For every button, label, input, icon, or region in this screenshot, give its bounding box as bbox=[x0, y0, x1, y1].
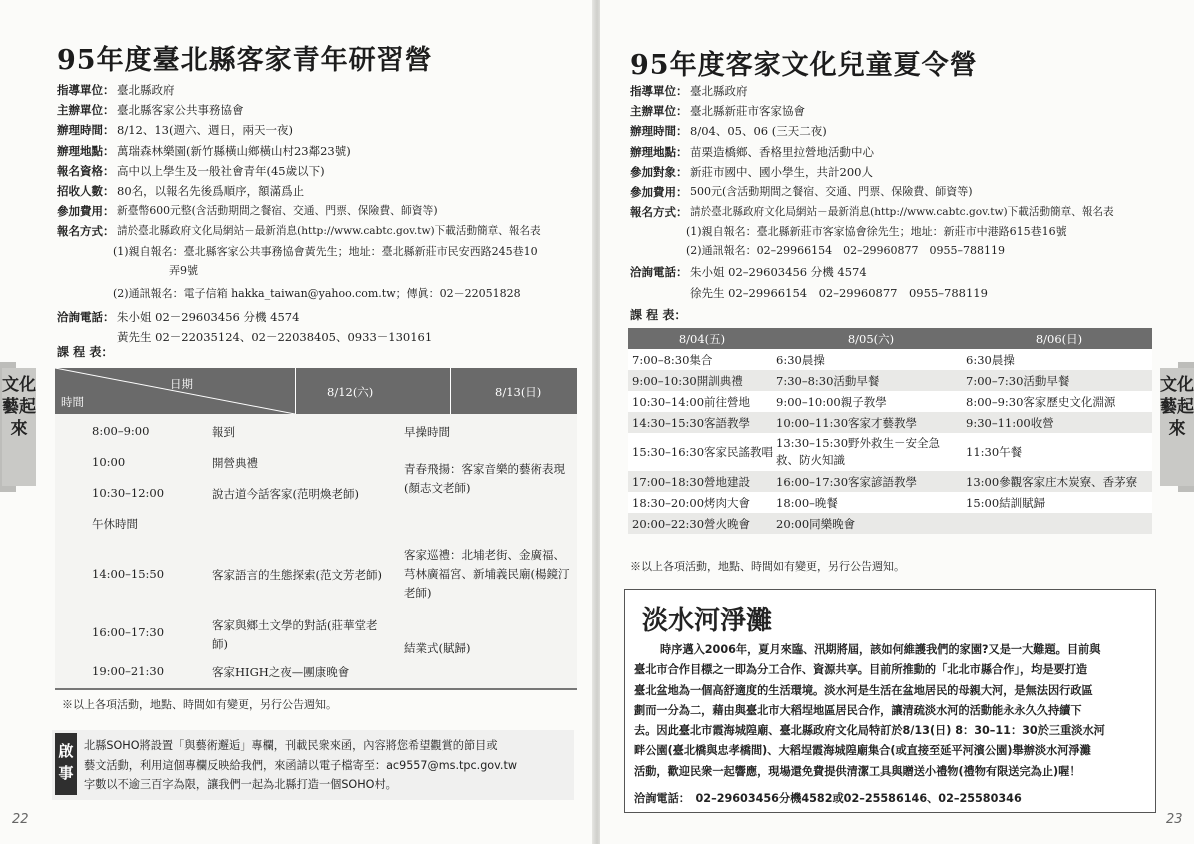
table-row bbox=[628, 391, 1152, 412]
cell: 14:30–15:30客語教學 bbox=[632, 415, 751, 430]
reg-method-1: (1)親自報名：臺北縣客家公共事務協會黃先生；地址：臺北縣新莊市民安西路245巷10 bbox=[113, 244, 538, 258]
schedule-table bbox=[628, 328, 1152, 534]
info-key: 辦理地點： bbox=[630, 144, 688, 159]
time-cell: 16:00–17:30 bbox=[92, 625, 165, 639]
day2-cell: 客家巡禮：北埔老街、金廣福、芎林廣福宮、新埔義民廟(楊鏡汀老師) bbox=[404, 548, 570, 600]
info-row bbox=[57, 181, 577, 201]
cell: 18:00–晚餐 bbox=[776, 495, 838, 510]
schedule-label: 課 程 表： bbox=[57, 345, 114, 359]
info-key: 報名資格： bbox=[57, 163, 115, 178]
day1-cell: 客家與鄉土文學的對話(莊華堂老師) bbox=[212, 618, 378, 651]
time-cell: 14:00–15:50 bbox=[92, 567, 165, 581]
info-value: 新莊市國中、國小學生，共計200人 bbox=[690, 164, 873, 179]
table-row bbox=[628, 412, 1152, 433]
info-value: 萬瑞森林樂園(新竹縣橫山鄉橫山村23鄰23號) bbox=[117, 143, 351, 158]
reg-method-1-cont: 弄9號 bbox=[169, 263, 198, 277]
info-key: 辦理時間： bbox=[630, 124, 688, 139]
schedule-header bbox=[55, 368, 577, 414]
contact-2: 黃先生 02－22035124、02－22038405、0933－130161 bbox=[117, 329, 433, 344]
info-row bbox=[630, 162, 1160, 182]
left-page-title: 95年度臺北縣客家青年研習營 bbox=[57, 45, 433, 76]
info-key: 報名方式： bbox=[630, 205, 688, 220]
contact-row bbox=[630, 283, 1160, 303]
info-value: 臺北縣客家公共事務協會 bbox=[117, 103, 244, 118]
info-key: 參加費用： bbox=[57, 204, 115, 219]
cleanup-line: 去。因此臺北市霞海城隍廟、臺北縣政府文化局特訂於8/13(日) 8：30–11：30於三重淡水河 bbox=[634, 724, 1105, 738]
contact-key: 洽詢電話： bbox=[630, 265, 688, 280]
time-cell: 19:00–21:30 bbox=[92, 664, 165, 678]
notice-tag: 啟事 bbox=[55, 733, 77, 795]
cell: 15:30–16:30客家民謠教唱 bbox=[632, 444, 774, 459]
cell: 6:30晨操 bbox=[776, 352, 825, 367]
cell: 13:00參觀客家庄木炭寮、香茅寮 bbox=[966, 474, 1138, 489]
info-value: 臺北縣政府 bbox=[117, 83, 175, 97]
info-key: 參加費用： bbox=[630, 185, 688, 200]
right-page bbox=[600, 0, 1194, 844]
header-date: 日期 bbox=[170, 377, 193, 391]
notice-line: 字數以不逾三百字為限，讓我們一起為北縣打造一個SOHO村。 bbox=[84, 778, 397, 791]
cell: 18:30–20:00烤肉大會 bbox=[632, 495, 751, 510]
info-row bbox=[57, 120, 577, 140]
schedule-note: ※以上各項活動，地點、時間如有變更，另行公告週知。 bbox=[630, 560, 905, 573]
info-value: 請於臺北縣政府文化局網站－最新消息(http://www.cabtc.gov.tw)下載活動簡章、報名表 bbox=[690, 206, 1114, 219]
info-row bbox=[630, 121, 1160, 141]
side-tab-label: 文化藝起來 bbox=[2, 368, 36, 486]
contact-row bbox=[57, 307, 577, 327]
cell: 20:00–22:30營火晚會 bbox=[632, 516, 751, 531]
cleanup-line: 臺北市合作目標之一即為分工合作、資源共享。目前所推動的「北北市縣合作」，均是要打造 bbox=[634, 663, 1088, 677]
left-info-list bbox=[57, 80, 577, 347]
info-key: 招收人數： bbox=[57, 184, 115, 199]
header-day3: 8/06(日) bbox=[1035, 331, 1083, 346]
info-value: 請於臺北縣政府文化局網站－最新消息(http://www.cabtc.gov.tw)下載活動簡章、報名表 bbox=[117, 225, 541, 238]
contact-row bbox=[57, 327, 577, 347]
cell: 15:00結訓賦歸 bbox=[966, 495, 1046, 510]
cell: 10:00–11:30客家才藝教學 bbox=[776, 415, 918, 430]
day1-cell: 客家HIGH之夜—團康晚會 bbox=[212, 665, 350, 679]
info-row bbox=[630, 202, 1160, 222]
info-value: 8/04、05、06 (三天二夜) bbox=[690, 124, 827, 139]
reg-method-1: (1)親自報名：臺北縣新莊市客家協會徐先生；地址：新莊市中港路615巷16號 bbox=[686, 225, 1067, 239]
header-day2: 8/13(日) bbox=[495, 385, 542, 399]
info-value: 8/12、13(週六、週日，兩天一夜) bbox=[117, 123, 293, 138]
info-key: 指導單位： bbox=[57, 83, 115, 97]
day2-cell: 結業式(賦歸) bbox=[404, 641, 471, 655]
info-value: 新臺幣600元整(含活動期間之餐宿、交通、門票、保險費、師資等) bbox=[117, 204, 438, 218]
info-key: 主辦單位： bbox=[630, 104, 688, 119]
cell: 9:00–10:30開訓典禮 bbox=[632, 373, 743, 388]
table-row bbox=[628, 513, 1152, 534]
page-number: 23 bbox=[1166, 812, 1183, 827]
reg-method-2: (2)通訊報名：電子信箱 hakka_taiwan@yahoo.com.tw；傳眞：02－22051828 bbox=[113, 286, 521, 300]
side-tab-label: 文化藝起來 bbox=[1160, 368, 1194, 486]
right-info-list bbox=[630, 81, 1160, 303]
cell: 13:30–15:30野外救生－安全急救、防火知識 bbox=[776, 436, 941, 467]
info-row bbox=[630, 81, 1160, 101]
cell bbox=[966, 513, 1152, 534]
left-page bbox=[0, 0, 594, 844]
table-row bbox=[628, 349, 1152, 370]
contact-1: 朱小姐 02－29603456 分機 4574 bbox=[117, 309, 300, 324]
info-row bbox=[57, 201, 577, 221]
cell: 7:00–8:30集合 bbox=[632, 352, 713, 367]
contact-row bbox=[630, 262, 1160, 282]
notice-text bbox=[84, 736, 517, 795]
time-cell: 午休時間 bbox=[92, 517, 138, 531]
info-row bbox=[57, 161, 577, 181]
cleanup-line: 活動，歡迎民衆一起響應，現場還免費提供清潔工具與贈送小禮物(禮物有限送完為止)喔！ bbox=[634, 764, 1081, 778]
time-cell: 10:00 bbox=[92, 455, 126, 469]
cell: 6:30晨操 bbox=[966, 352, 1015, 367]
cell: 10:30–14:00前往營地 bbox=[632, 394, 751, 409]
day2-cell: 青春飛揚：客家音樂的藝術表現(顏志文老師) bbox=[404, 462, 565, 495]
notice-line: 藝文活動，利用這個專欄反映給我們，來函請以電子檔寄至：ac9557@ms.tpc.gov.tw bbox=[84, 758, 517, 772]
day1-cell: 說古道今話客家(范明煥老師) bbox=[212, 487, 359, 501]
cell: 9:00–10:00親子教學 bbox=[776, 394, 887, 409]
header-time: 時間 bbox=[61, 395, 84, 409]
info-value: 高中以上學生及一般社會青年(45歲以下) bbox=[117, 163, 325, 178]
notice-line: 北縣SOHO將設置「與藝術邂逅」專欄，刊載民衆來函，內容將您希望觀賞的節目或 bbox=[84, 739, 498, 752]
time-cell: 8:00–9:00 bbox=[92, 424, 150, 438]
info-row bbox=[57, 141, 577, 161]
cell: 7:30–8:30活動早餐 bbox=[776, 373, 880, 388]
info-row bbox=[630, 142, 1160, 162]
cleanup-line: 畔公園(臺北橋與忠孝橋間)、大稻埕霞海城隍廟集合(或直接至延平河濱公園)舉辦淡水河淨灘 bbox=[634, 744, 1091, 758]
table-row bbox=[628, 433, 1152, 471]
header-day1: 8/12(六) bbox=[327, 385, 374, 399]
cleanup-line: 臺北盆地為一個高舒適度的生活環境。淡水河是生活在盆地居民的母親大河，是無法因行政區 bbox=[634, 683, 1093, 697]
cleanup-title: 淡水河淨灘 bbox=[642, 606, 773, 636]
info-value: 臺北縣政府 bbox=[690, 84, 748, 98]
table-row bbox=[628, 471, 1152, 492]
info-value: 臺北縣新莊市客家協會 bbox=[690, 104, 805, 119]
day1-cell: 報到 bbox=[212, 425, 235, 439]
info-key: 指導單位： bbox=[630, 84, 688, 98]
info-row bbox=[57, 221, 577, 241]
cell: 16:00–17:30客家諺語教學 bbox=[776, 474, 918, 489]
cleanup-text bbox=[634, 640, 1150, 782]
contact-2: 徐先生 02–29966154 02–29960877 0955–788119 bbox=[690, 285, 988, 300]
header-day2: 8/05(六) bbox=[847, 331, 895, 346]
page-number: 22 bbox=[12, 812, 29, 827]
info-value: 500元(含活動期間之餐宿、交通、門票、保險費、師資等) bbox=[690, 185, 973, 199]
cell: 11:30午餐 bbox=[966, 444, 1023, 459]
cell: 20:00同樂晚會 bbox=[776, 516, 856, 531]
info-key: 參加對象： bbox=[630, 164, 688, 179]
time-cell: 10:30–12:00 bbox=[92, 486, 165, 500]
contact-1: 朱小姐 02–29603456 分機 4574 bbox=[690, 265, 867, 280]
info-row bbox=[57, 80, 577, 100]
day1-cell: 客家語言的生態探索(范文芳老師) bbox=[212, 568, 382, 582]
cell: 9:30–11:00收營 bbox=[966, 415, 1054, 430]
schedule-label: 課 程 表： bbox=[630, 308, 687, 322]
contact-key: 洽詢電話： bbox=[57, 309, 115, 324]
right-page-title: 95年度客家文化兒童夏令營 bbox=[630, 50, 978, 81]
cell: 7:00–7:30活動早餐 bbox=[966, 373, 1070, 388]
schedule-note: ※以上各項活動，地點、時間如有變更，另行公告週知。 bbox=[62, 698, 337, 711]
cell: 8:00–9:30客家歷史文化淵源 bbox=[966, 394, 1116, 409]
cleanup-line: 劃而一分為二，藉由與臺北市大稻埕地區居民合作，讓清疏淡水河的活動能永永久久持續下 bbox=[634, 703, 1082, 717]
header-day1: 8/04(五) bbox=[678, 331, 726, 346]
info-key: 報名方式： bbox=[57, 224, 115, 239]
table-row bbox=[628, 492, 1152, 513]
cell: 17:00–18:30營地建設 bbox=[632, 474, 751, 489]
day1-cell: 開營典禮 bbox=[212, 456, 258, 470]
cleanup-contact: 洽詢電話： 02–29603456分機4582或02–25586146、02–25580346 bbox=[634, 792, 1022, 805]
info-row bbox=[630, 101, 1160, 121]
info-key: 主辦單位： bbox=[57, 103, 115, 118]
day2-cell: 早操時間 bbox=[404, 425, 450, 439]
reg-method-2: (2)通訊報名：02–29966154 02–29960877 0955–788119 bbox=[686, 244, 1006, 258]
table-row bbox=[628, 370, 1152, 391]
table-header-row bbox=[628, 328, 1152, 349]
info-row bbox=[57, 100, 577, 120]
info-key: 辦理時間： bbox=[57, 123, 115, 138]
cleanup-line: 時序邁入2006年，夏月來臨、汛期將屆，該如何維護我們的家園?又是一大難題。目前與 bbox=[660, 643, 1101, 656]
info-key: 辦理地點： bbox=[57, 143, 115, 158]
info-row bbox=[630, 182, 1160, 202]
info-value: 80名，以報名先後爲順序，額滿爲止 bbox=[117, 184, 305, 199]
info-value: 苗栗造橋鄉、香格里拉營地活動中心 bbox=[690, 144, 874, 159]
